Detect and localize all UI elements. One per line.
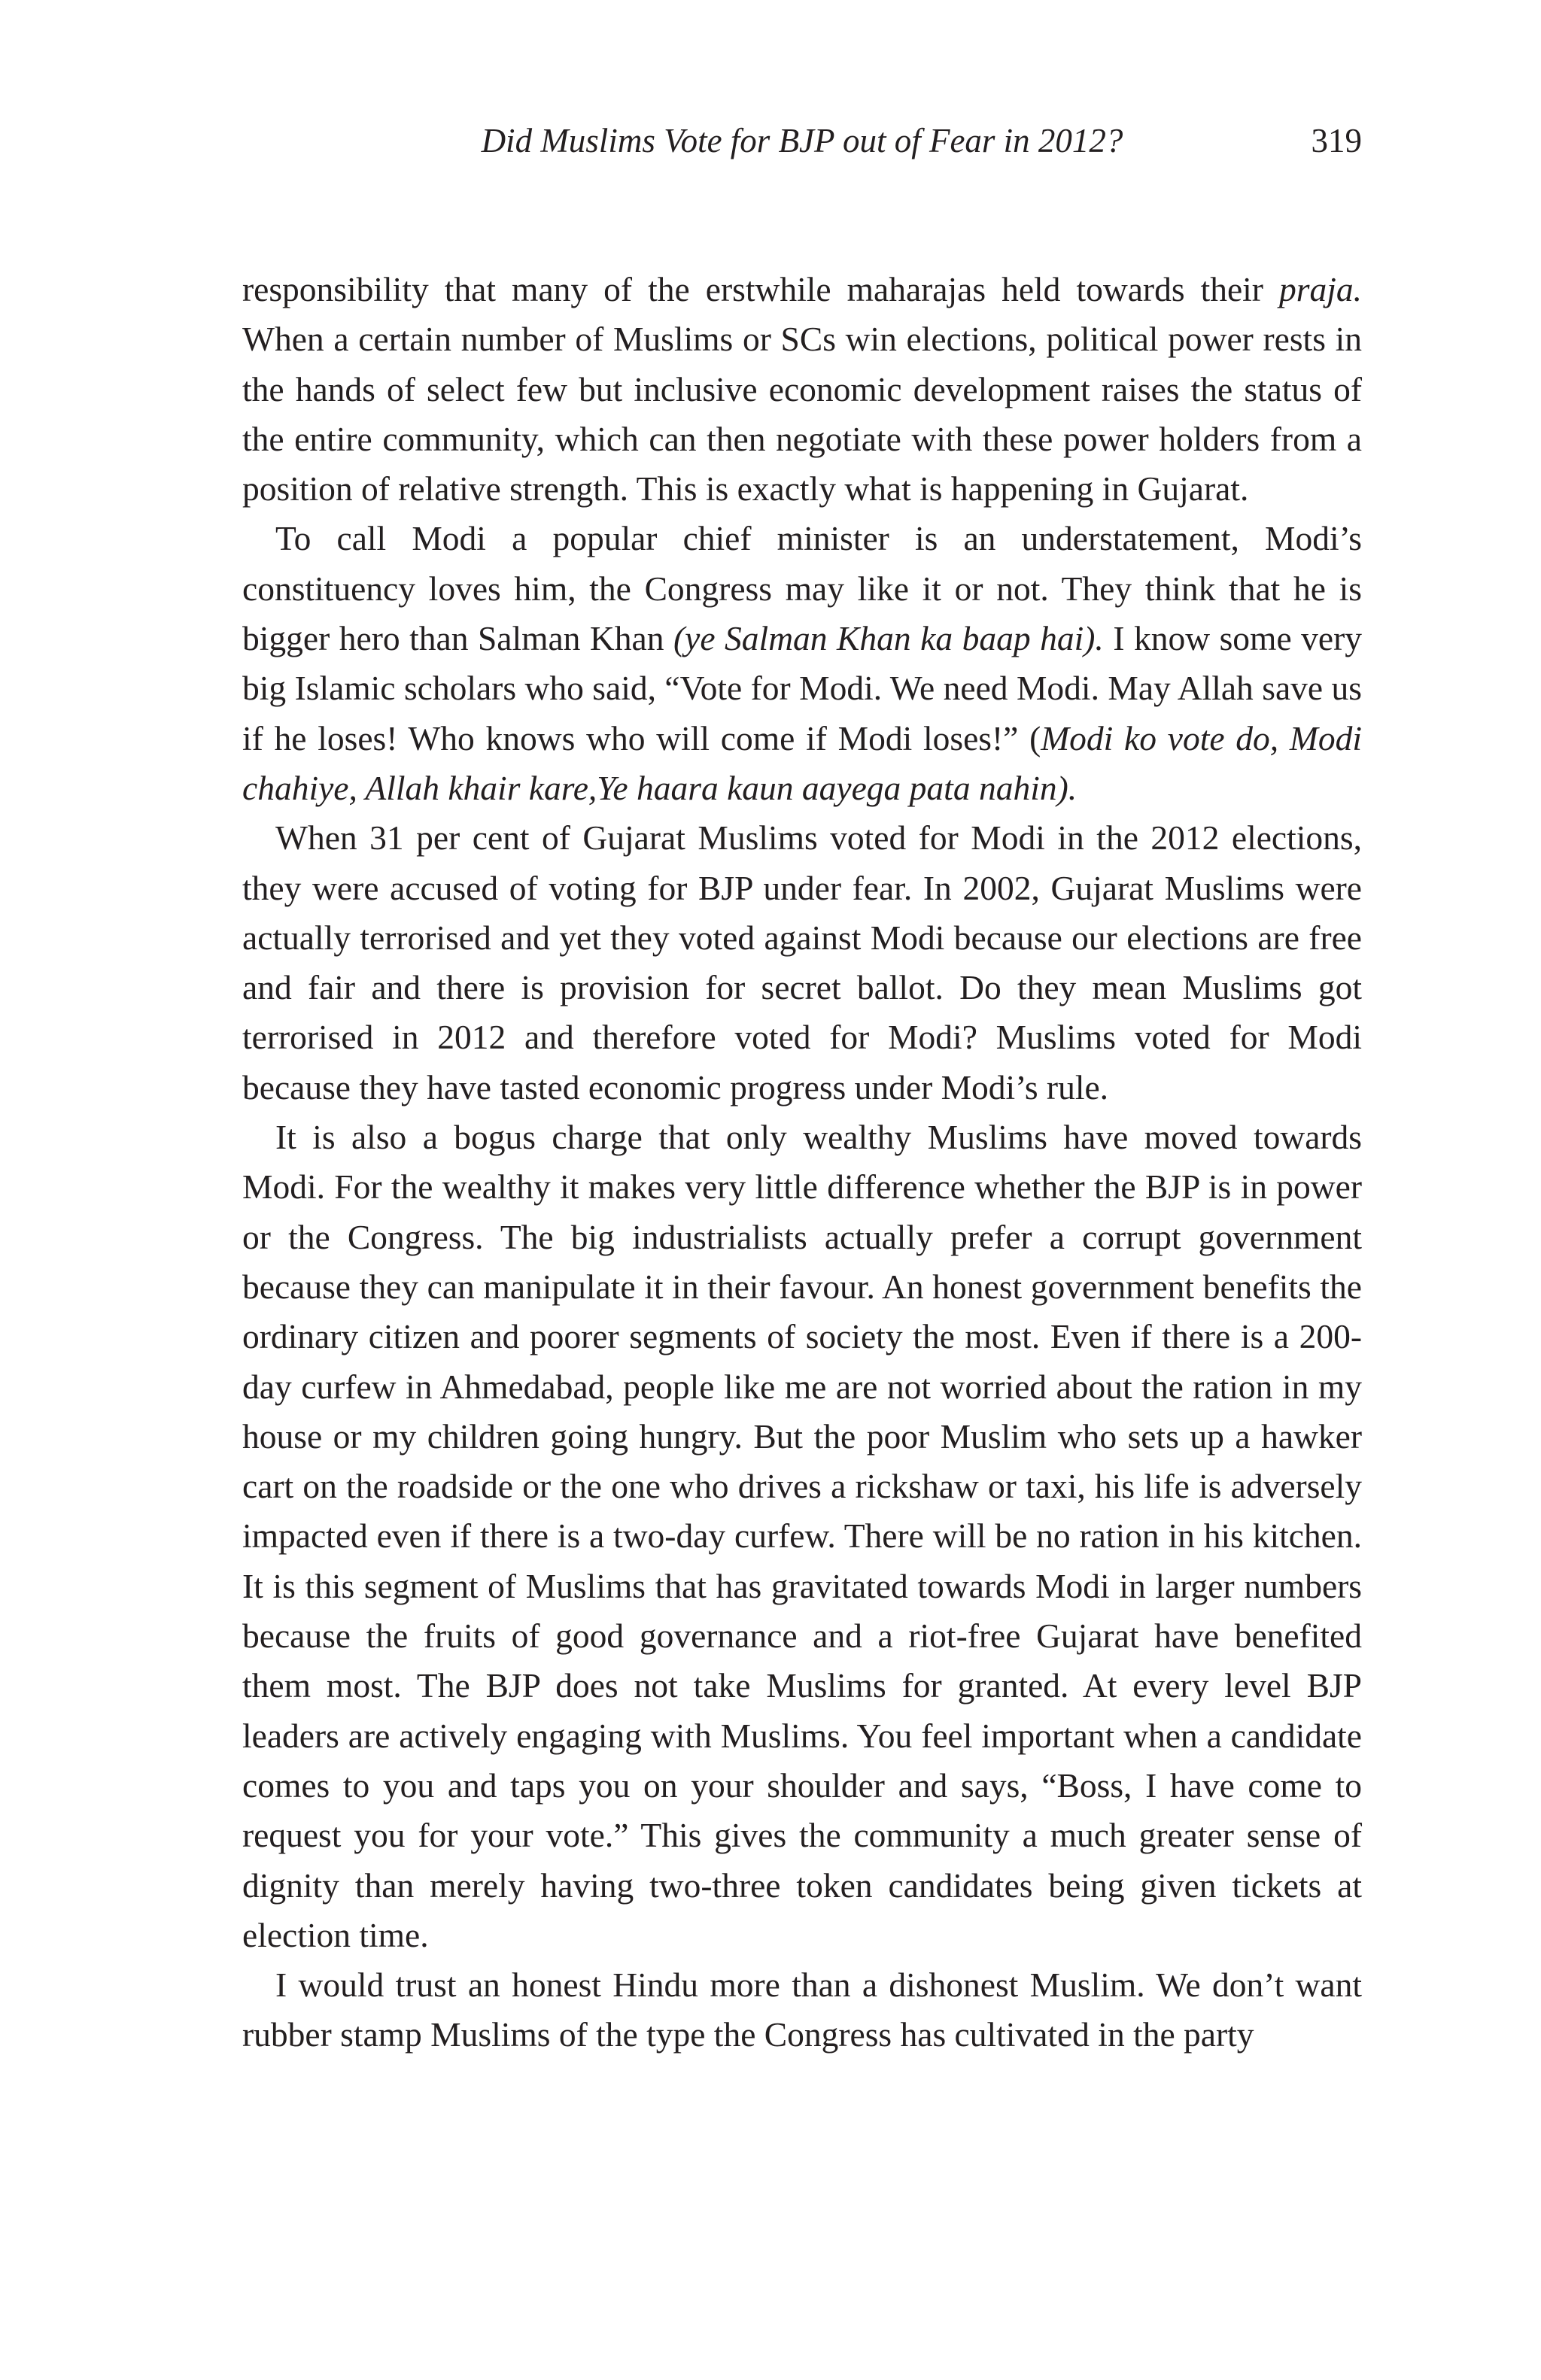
page-number: 319: [1311, 122, 1362, 159]
running-title: Did Muslims Vote for BJP out of Fear in 2012?: [481, 122, 1123, 159]
running-head: [242, 114, 1362, 167]
paragraph-text: To call Modi a popular chief minister is an understatement, Modi’s constituency loves him, the Congress may like it or not. They think that he is bigger hero than Salman Khan: [242, 519, 1362, 658]
body-text: [242, 265, 1362, 2060]
italic-term: praja.: [1279, 270, 1362, 308]
paragraph: When 31 per cent of Gujarat Muslims voted for Modi in the 2012 elections, they were accused of voting for BJP under fear. In 2002, Gujarat Muslims were actually terrorised and yet they voted against Modi because our elections are free and fair and there is provision for secret ballot. Do they mean Muslims got terrorised in 2012 and therefore voted for Modi? Muslims voted for Modi because they have tasted economic progress under Modi’s rule.: [242, 818, 1362, 1107]
paragraph: I would trust an honest Hindu more than a dishonest Muslim. We don’t want rubber stamp Muslims of the type the Congress has cultivated in the party: [242, 1966, 1362, 2054]
paragraph: It is also a bogus charge that only wealthy Muslims have moved towards Modi. For the wealthy it makes very little difference whether the BJP is in power or the Congress. The big industrialists actually prefer a corrupt government because they can manipulate it in their favour. An honest government benefits the ordinary citizen and poorer segments of society the most. Even if there is a 200-day curfew in Ahmedabad, people like me are not worried about the ration in my house or my children going hungry. But the poor Muslim who sets up a hawker cart on the roadside or the one who drives a rickshaw or taxi, his life is adversely impacted even if there is a two-day curfew. There will be no ration in his kitchen. It is this segment of Muslims that has gravitated towards Modi in larger numbers because the fruits of good governance and a riot-free Gujarat have benefited them most. The BJP does not take Muslims for granted. At every level BJP leaders are actively engaging with Muslims. You feel important when a candidate comes to you and taps you on your shoulder and says, “Boss, I have come to request you for your vote.” This gives the community a much greater sense of dignity than merely having two-three token candidates being given tickets at election time.: [242, 1118, 1362, 1954]
paragraph-text: responsibility that many of the erstwhile maharajas held towards their: [242, 270, 1280, 308]
paragraph: [242, 514, 1362, 813]
italic-phrase: (ye Salman Khan ka baap hai).: [673, 619, 1104, 658]
paragraph: [242, 265, 1362, 514]
paragraph-text: I know some very big Islamic scholars who said, “Vote for Modi. We need Modi. May Allah save us if he loses! Who knows who will come if Modi loses!” (: [242, 619, 1362, 757]
italic-phrase: Modi ko vote do, Modi chahiye, Allah khair kare,Ye haara kaun aayega pata nahin).: [242, 718, 1362, 807]
paragraph-text: When a certain number of Muslims or SCs win elections, political power rests in the hands of select few but inclusive economic development raises the status of the entire community, which can then negotiate with these power holders from a position of relative strength. This is exactly what is happening in Gujarat.: [242, 320, 1362, 508]
